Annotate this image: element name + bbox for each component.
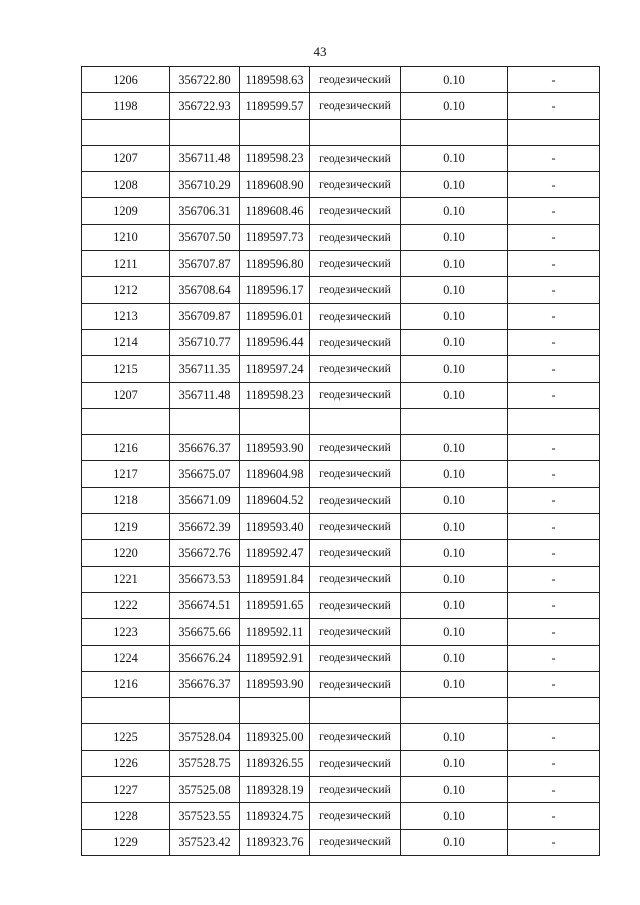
note-cell: - — [508, 829, 600, 855]
accuracy-cell — [401, 408, 508, 434]
note-cell: - — [508, 540, 600, 566]
accuracy-cell: 0.10 — [401, 356, 508, 382]
point-number-cell: 1223 — [82, 619, 170, 645]
point-number-cell: 1228 — [82, 803, 170, 829]
accuracy-cell: 0.10 — [401, 724, 508, 750]
table-row — [82, 750, 600, 776]
point-number-cell: 1216 — [82, 435, 170, 461]
x-coordinate-cell: 356711.48 — [170, 145, 240, 171]
y-coordinate-cell: 1189598.23 — [240, 145, 310, 171]
accuracy-cell: 0.10 — [401, 671, 508, 697]
note-cell — [508, 119, 600, 145]
accuracy-cell: 0.10 — [401, 67, 508, 93]
table-row — [82, 224, 600, 250]
note-cell: - — [508, 435, 600, 461]
point-number-cell: 1219 — [82, 514, 170, 540]
method-cell: геодезический — [310, 540, 401, 566]
y-coordinate-cell: 1189596.17 — [240, 277, 310, 303]
table-row — [82, 93, 600, 119]
y-coordinate-cell: 1189596.01 — [240, 303, 310, 329]
point-number-cell — [82, 408, 170, 434]
method-cell — [310, 119, 401, 145]
y-coordinate-cell — [240, 408, 310, 434]
y-coordinate-cell: 1189597.24 — [240, 356, 310, 382]
accuracy-cell: 0.10 — [401, 619, 508, 645]
table-row — [82, 435, 600, 461]
x-coordinate-cell: 356676.24 — [170, 645, 240, 671]
method-cell: геодезический — [310, 198, 401, 224]
x-coordinate-cell: 356707.50 — [170, 224, 240, 250]
accuracy-cell: 0.10 — [401, 303, 508, 329]
point-number-cell: 1206 — [82, 67, 170, 93]
method-cell: геодезический — [310, 592, 401, 618]
note-cell: - — [508, 145, 600, 171]
y-coordinate-cell: 1189593.90 — [240, 671, 310, 697]
table-row — [82, 198, 600, 224]
accuracy-cell: 0.10 — [401, 93, 508, 119]
point-number-cell: 1208 — [82, 172, 170, 198]
point-number-cell: 1224 — [82, 645, 170, 671]
x-coordinate-cell: 356709.87 — [170, 303, 240, 329]
table-row — [82, 829, 600, 855]
x-coordinate-cell: 356673.53 — [170, 566, 240, 592]
table-row — [82, 145, 600, 171]
page-number: 43 — [313, 44, 327, 59]
note-cell: - — [508, 172, 600, 198]
method-cell: геодезический — [310, 435, 401, 461]
method-cell: геодезический — [310, 93, 401, 119]
point-number-cell: 1215 — [82, 356, 170, 382]
table-row — [82, 119, 600, 145]
method-cell: геодезический — [310, 303, 401, 329]
method-cell: геодезический — [310, 829, 401, 855]
table-row — [82, 671, 600, 697]
accuracy-cell: 0.10 — [401, 592, 508, 618]
point-number-cell: 1216 — [82, 671, 170, 697]
method-cell: геодезический — [310, 382, 401, 408]
y-coordinate-cell: 1189328.19 — [240, 777, 310, 803]
note-cell — [508, 408, 600, 434]
x-coordinate-cell — [170, 408, 240, 434]
accuracy-cell: 0.10 — [401, 777, 508, 803]
note-cell: - — [508, 198, 600, 224]
y-coordinate-cell — [240, 119, 310, 145]
x-coordinate-cell: 357523.55 — [170, 803, 240, 829]
table-row — [82, 277, 600, 303]
point-number-cell: 1207 — [82, 145, 170, 171]
note-cell: - — [508, 592, 600, 618]
x-coordinate-cell: 357525.08 — [170, 777, 240, 803]
accuracy-cell: 0.10 — [401, 251, 508, 277]
table-row — [82, 461, 600, 487]
y-coordinate-cell: 1189596.44 — [240, 329, 310, 355]
table-row — [82, 514, 600, 540]
y-coordinate-cell: 1189598.63 — [240, 67, 310, 93]
method-cell: геодезический — [310, 645, 401, 671]
method-cell: геодезический — [310, 514, 401, 540]
table-row — [82, 803, 600, 829]
table-row — [82, 724, 600, 750]
y-coordinate-cell: 1189323.76 — [240, 829, 310, 855]
accuracy-cell: 0.10 — [401, 172, 508, 198]
x-coordinate-cell: 356708.64 — [170, 277, 240, 303]
x-coordinate-cell — [170, 119, 240, 145]
note-cell: - — [508, 93, 600, 119]
x-coordinate-cell: 356674.51 — [170, 592, 240, 618]
note-cell: - — [508, 277, 600, 303]
method-cell: геодезический — [310, 803, 401, 829]
accuracy-cell: 0.10 — [401, 198, 508, 224]
x-coordinate-cell: 357528.04 — [170, 724, 240, 750]
method-cell: геодезический — [310, 777, 401, 803]
table-row — [82, 645, 600, 671]
accuracy-cell: 0.10 — [401, 277, 508, 303]
y-coordinate-cell — [240, 698, 310, 724]
y-coordinate-cell: 1189599.57 — [240, 93, 310, 119]
note-cell: - — [508, 329, 600, 355]
y-coordinate-cell: 1189592.47 — [240, 540, 310, 566]
table-row — [82, 619, 600, 645]
x-coordinate-cell: 356707.87 — [170, 251, 240, 277]
accuracy-cell: 0.10 — [401, 514, 508, 540]
x-coordinate-cell: 357528.75 — [170, 750, 240, 776]
x-coordinate-cell: 356722.80 — [170, 67, 240, 93]
y-coordinate-cell: 1189325.00 — [240, 724, 310, 750]
method-cell: геодезический — [310, 619, 401, 645]
method-cell: геодезический — [310, 750, 401, 776]
y-coordinate-cell: 1189592.91 — [240, 645, 310, 671]
accuracy-cell — [401, 698, 508, 724]
x-coordinate-cell: 356676.37 — [170, 671, 240, 697]
x-coordinate-cell: 357523.42 — [170, 829, 240, 855]
accuracy-cell: 0.10 — [401, 540, 508, 566]
method-cell: геодезический — [310, 724, 401, 750]
method-cell: геодезический — [310, 224, 401, 250]
x-coordinate-cell: 356711.48 — [170, 382, 240, 408]
point-number-cell: 1212 — [82, 277, 170, 303]
note-cell: - — [508, 303, 600, 329]
method-cell: геодезический — [310, 67, 401, 93]
accuracy-cell: 0.10 — [401, 566, 508, 592]
x-coordinate-cell: 356710.29 — [170, 172, 240, 198]
note-cell: - — [508, 724, 600, 750]
coordinates-table-body — [82, 67, 600, 856]
method-cell: геодезический — [310, 172, 401, 198]
y-coordinate-cell: 1189591.84 — [240, 566, 310, 592]
table-row — [82, 408, 600, 434]
table-row — [82, 251, 600, 277]
accuracy-cell: 0.10 — [401, 382, 508, 408]
y-coordinate-cell: 1189591.65 — [240, 592, 310, 618]
point-number-cell: 1217 — [82, 461, 170, 487]
table-row — [82, 303, 600, 329]
point-number-cell: 1227 — [82, 777, 170, 803]
point-number-cell: 1211 — [82, 251, 170, 277]
point-number-cell: 1214 — [82, 329, 170, 355]
table-row — [82, 172, 600, 198]
point-number-cell — [82, 119, 170, 145]
x-coordinate-cell: 356722.93 — [170, 93, 240, 119]
method-cell: геодезический — [310, 251, 401, 277]
table-row — [82, 67, 600, 93]
table-row — [82, 487, 600, 513]
point-number-cell: 1225 — [82, 724, 170, 750]
accuracy-cell: 0.10 — [401, 329, 508, 355]
note-cell: - — [508, 514, 600, 540]
y-coordinate-cell: 1189598.23 — [240, 382, 310, 408]
accuracy-cell: 0.10 — [401, 435, 508, 461]
accuracy-cell: 0.10 — [401, 645, 508, 671]
point-number-cell: 1213 — [82, 303, 170, 329]
x-coordinate-cell: 356706.31 — [170, 198, 240, 224]
x-coordinate-cell: 356672.39 — [170, 514, 240, 540]
table-row — [82, 382, 600, 408]
note-cell — [508, 698, 600, 724]
accuracy-cell: 0.10 — [401, 829, 508, 855]
method-cell — [310, 698, 401, 724]
accuracy-cell: 0.10 — [401, 224, 508, 250]
x-coordinate-cell: 356676.37 — [170, 435, 240, 461]
table-row — [82, 329, 600, 355]
note-cell: - — [508, 566, 600, 592]
note-cell: - — [508, 777, 600, 803]
x-coordinate-cell: 356675.07 — [170, 461, 240, 487]
note-cell: - — [508, 803, 600, 829]
note-cell: - — [508, 382, 600, 408]
note-cell: - — [508, 671, 600, 697]
note-cell: - — [508, 487, 600, 513]
y-coordinate-cell: 1189593.40 — [240, 514, 310, 540]
table-row — [82, 356, 600, 382]
method-cell: геодезический — [310, 566, 401, 592]
point-number-cell: 1226 — [82, 750, 170, 776]
accuracy-cell: 0.10 — [401, 750, 508, 776]
table-row — [82, 698, 600, 724]
y-coordinate-cell: 1189604.52 — [240, 487, 310, 513]
point-number-cell: 1209 — [82, 198, 170, 224]
x-coordinate-cell — [170, 698, 240, 724]
accuracy-cell: 0.10 — [401, 487, 508, 513]
accuracy-cell: 0.10 — [401, 803, 508, 829]
y-coordinate-cell: 1189604.98 — [240, 461, 310, 487]
note-cell: - — [508, 356, 600, 382]
point-number-cell: 1221 — [82, 566, 170, 592]
y-coordinate-cell: 1189326.55 — [240, 750, 310, 776]
x-coordinate-cell: 356710.77 — [170, 329, 240, 355]
x-coordinate-cell: 356671.09 — [170, 487, 240, 513]
method-cell: геодезический — [310, 329, 401, 355]
table-row — [82, 540, 600, 566]
point-number-cell: 1198 — [82, 93, 170, 119]
method-cell: геодезический — [310, 671, 401, 697]
point-number-cell: 1222 — [82, 592, 170, 618]
method-cell: геодезический — [310, 277, 401, 303]
y-coordinate-cell: 1189608.90 — [240, 172, 310, 198]
table-row — [82, 592, 600, 618]
accuracy-cell: 0.10 — [401, 145, 508, 171]
y-coordinate-cell: 1189592.11 — [240, 619, 310, 645]
method-cell: геодезический — [310, 356, 401, 382]
method-cell: геодезический — [310, 461, 401, 487]
point-number-cell: 1229 — [82, 829, 170, 855]
point-number-cell: 1218 — [82, 487, 170, 513]
note-cell: - — [508, 67, 600, 93]
x-coordinate-cell: 356675.66 — [170, 619, 240, 645]
point-number-cell: 1220 — [82, 540, 170, 566]
point-number-cell — [82, 698, 170, 724]
coordinates-table — [81, 66, 600, 856]
y-coordinate-cell: 1189596.80 — [240, 251, 310, 277]
y-coordinate-cell: 1189593.90 — [240, 435, 310, 461]
point-number-cell: 1210 — [82, 224, 170, 250]
note-cell: - — [508, 619, 600, 645]
point-number-cell: 1207 — [82, 382, 170, 408]
accuracy-cell — [401, 119, 508, 145]
x-coordinate-cell: 356711.35 — [170, 356, 240, 382]
method-cell — [310, 408, 401, 434]
accuracy-cell: 0.10 — [401, 461, 508, 487]
x-coordinate-cell: 356672.76 — [170, 540, 240, 566]
table-row — [82, 566, 600, 592]
y-coordinate-cell: 1189597.73 — [240, 224, 310, 250]
y-coordinate-cell: 1189324.75 — [240, 803, 310, 829]
note-cell: - — [508, 224, 600, 250]
method-cell: геодезический — [310, 145, 401, 171]
note-cell: - — [508, 461, 600, 487]
y-coordinate-cell: 1189608.46 — [240, 198, 310, 224]
note-cell: - — [508, 750, 600, 776]
note-cell: - — [508, 645, 600, 671]
method-cell: геодезический — [310, 487, 401, 513]
table-row — [82, 777, 600, 803]
note-cell: - — [508, 251, 600, 277]
